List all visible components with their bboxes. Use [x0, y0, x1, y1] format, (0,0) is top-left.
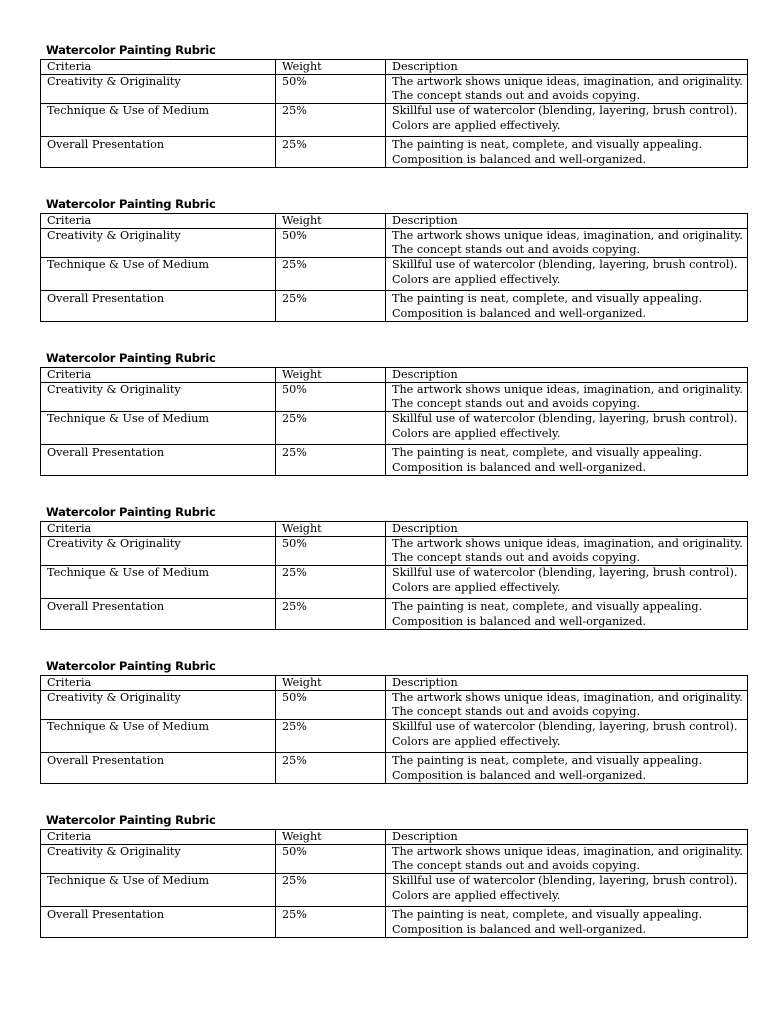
description-cell [386, 104, 748, 137]
table-row [41, 599, 748, 629]
description-line: Composition is balanced and well-organized. [392, 152, 647, 166]
description-line: The artwork shows unique ideas, imagination, and originality. [392, 75, 743, 88]
rubric-table [40, 675, 748, 784]
weight-cell: 50% [276, 691, 386, 720]
rubric-title: Watercolor Painting Rubric [46, 659, 216, 673]
weight-cell: 25% [276, 291, 386, 321]
criteria-cell: Creativity & Originality [41, 75, 276, 104]
description-line: Skillful use of watercolor (blending, layering, brush control). [392, 104, 738, 118]
description-line: Colors are applied effectively. [392, 734, 561, 748]
table-row [41, 291, 748, 321]
description-cell [386, 753, 748, 783]
rubric-table [40, 367, 748, 476]
weight-cell: 25% [276, 753, 386, 783]
weight-cell: 25% [276, 874, 386, 907]
description-cell [386, 691, 748, 720]
table-row [41, 753, 748, 783]
description-line: The concept stands out and avoids copying. [392, 89, 641, 103]
description-cell [386, 137, 748, 167]
description-line: The artwork shows unique ideas, imagination, and originality. [392, 229, 743, 242]
description-line: The painting is neat, complete, and visually appealing. [392, 600, 703, 614]
rubric-title: Watercolor Painting Rubric [46, 43, 216, 57]
description-cell [386, 599, 748, 629]
criteria-header: Criteria [41, 60, 276, 75]
description-line: Composition is balanced and well-organized. [392, 306, 647, 320]
weight-cell: 25% [276, 445, 386, 475]
table-row [41, 229, 748, 258]
description-line: Composition is balanced and well-organized. [392, 614, 647, 628]
description-line: The concept stands out and avoids copying. [392, 243, 641, 257]
description-line: The concept stands out and avoids copying. [392, 705, 641, 719]
criteria-cell: Overall Presentation [41, 445, 276, 475]
weight-cell: 25% [276, 907, 386, 937]
description-line: Skillful use of watercolor (blending, layering, brush control). [392, 566, 738, 580]
description-line: Colors are applied effectively. [392, 272, 561, 286]
table-row [41, 412, 748, 445]
description-line: Colors are applied effectively. [392, 888, 561, 902]
rubric-section [40, 350, 747, 476]
criteria-cell: Technique & Use of Medium [41, 412, 276, 445]
weight-cell: 50% [276, 383, 386, 412]
description-line: The artwork shows unique ideas, imagination, and originality. [392, 537, 743, 550]
criteria-cell: Overall Presentation [41, 137, 276, 167]
criteria-cell: Creativity & Originality [41, 537, 276, 566]
criteria-header: Criteria [41, 522, 276, 537]
criteria-cell: Overall Presentation [41, 291, 276, 321]
rubric-table [40, 59, 748, 168]
table-row [41, 445, 748, 475]
weight-cell: 25% [276, 137, 386, 167]
description-cell [386, 412, 748, 445]
table-row [41, 566, 748, 599]
criteria-cell: Creativity & Originality [41, 229, 276, 258]
rubric-title: Watercolor Painting Rubric [46, 351, 216, 365]
weight-cell: 25% [276, 104, 386, 137]
criteria-cell: Creativity & Originality [41, 845, 276, 874]
description-header: Description [386, 368, 748, 383]
description-cell [386, 445, 748, 475]
rubric-section [40, 658, 747, 784]
table-row [41, 537, 748, 566]
weight-cell: 25% [276, 412, 386, 445]
table-header-row [41, 676, 748, 691]
description-cell [386, 537, 748, 566]
description-line: Colors are applied effectively. [392, 426, 561, 440]
table-row [41, 691, 748, 720]
table-header-row [41, 60, 748, 75]
weight-cell: 50% [276, 229, 386, 258]
weight-header: Weight [276, 830, 386, 845]
rubric-table [40, 829, 748, 938]
criteria-cell: Technique & Use of Medium [41, 566, 276, 599]
description-line: The concept stands out and avoids copying. [392, 551, 641, 565]
table-row [41, 907, 748, 937]
weight-header: Weight [276, 214, 386, 229]
weight-cell: 25% [276, 258, 386, 291]
description-line: Skillful use of watercolor (blending, layering, brush control). [392, 720, 738, 734]
criteria-cell: Creativity & Originality [41, 383, 276, 412]
description-cell [386, 845, 748, 874]
table-header-row [41, 830, 748, 845]
table-row [41, 383, 748, 412]
description-line: Skillful use of watercolor (blending, layering, brush control). [392, 412, 738, 426]
criteria-cell: Technique & Use of Medium [41, 104, 276, 137]
weight-cell: 25% [276, 720, 386, 753]
description-cell [386, 720, 748, 753]
description-line: The painting is neat, complete, and visually appealing. [392, 138, 703, 152]
table-row [41, 258, 748, 291]
weight-header: Weight [276, 368, 386, 383]
description-line: The painting is neat, complete, and visually appealing. [392, 908, 703, 922]
table-row [41, 845, 748, 874]
rubric-table [40, 213, 748, 322]
description-line: The painting is neat, complete, and visually appealing. [392, 754, 703, 768]
rubric-section [40, 504, 747, 630]
description-header: Description [386, 60, 748, 75]
weight-cell: 50% [276, 537, 386, 566]
table-header-row [41, 214, 748, 229]
rubric-section [40, 812, 747, 938]
weight-header: Weight [276, 522, 386, 537]
table-row [41, 104, 748, 137]
description-line: Colors are applied effectively. [392, 118, 561, 132]
description-line: Colors are applied effectively. [392, 580, 561, 594]
rubric-title: Watercolor Painting Rubric [46, 197, 216, 211]
weight-cell: 50% [276, 75, 386, 104]
description-header: Description [386, 522, 748, 537]
criteria-cell: Overall Presentation [41, 599, 276, 629]
rubric-section [40, 196, 747, 322]
table-header-row [41, 368, 748, 383]
criteria-header: Criteria [41, 368, 276, 383]
weight-cell: 25% [276, 566, 386, 599]
criteria-cell: Technique & Use of Medium [41, 874, 276, 907]
description-cell [386, 383, 748, 412]
description-cell [386, 874, 748, 907]
table-row [41, 137, 748, 167]
criteria-header: Criteria [41, 676, 276, 691]
criteria-cell: Technique & Use of Medium [41, 720, 276, 753]
description-line: Skillful use of watercolor (blending, layering, brush control). [392, 258, 738, 272]
description-header: Description [386, 214, 748, 229]
rubric-section [40, 42, 747, 168]
rubric-title: Watercolor Painting Rubric [46, 505, 216, 519]
description-cell [386, 291, 748, 321]
criteria-header: Criteria [41, 830, 276, 845]
table-row [41, 874, 748, 907]
table-header-row [41, 522, 748, 537]
description-line: The artwork shows unique ideas, imagination, and originality. [392, 691, 743, 704]
description-line: The artwork shows unique ideas, imagination, and originality. [392, 383, 743, 396]
description-cell [386, 566, 748, 599]
description-line: The concept stands out and avoids copying. [392, 859, 641, 873]
description-line: Composition is balanced and well-organized. [392, 922, 647, 936]
criteria-cell: Technique & Use of Medium [41, 258, 276, 291]
weight-header: Weight [276, 676, 386, 691]
rubric-title: Watercolor Painting Rubric [46, 813, 216, 827]
description-cell [386, 907, 748, 937]
weight-cell: 25% [276, 599, 386, 629]
description-line: Composition is balanced and well-organized. [392, 460, 647, 474]
description-line: The painting is neat, complete, and visually appealing. [392, 292, 703, 306]
description-header: Description [386, 830, 748, 845]
description-line: The artwork shows unique ideas, imagination, and originality. [392, 845, 743, 858]
weight-cell: 50% [276, 845, 386, 874]
description-line: Composition is balanced and well-organized. [392, 768, 647, 782]
weight-header: Weight [276, 60, 386, 75]
criteria-cell: Overall Presentation [41, 907, 276, 937]
criteria-cell: Overall Presentation [41, 753, 276, 783]
description-header: Description [386, 676, 748, 691]
description-cell [386, 75, 748, 104]
description-line: Skillful use of watercolor (blending, layering, brush control). [392, 874, 738, 888]
table-row [41, 720, 748, 753]
criteria-cell: Creativity & Originality [41, 691, 276, 720]
table-row [41, 75, 748, 104]
description-cell [386, 258, 748, 291]
rubric-table [40, 521, 748, 630]
description-cell [386, 229, 748, 258]
criteria-header: Criteria [41, 214, 276, 229]
description-line: The painting is neat, complete, and visually appealing. [392, 446, 703, 460]
description-line: The concept stands out and avoids copying. [392, 397, 641, 411]
